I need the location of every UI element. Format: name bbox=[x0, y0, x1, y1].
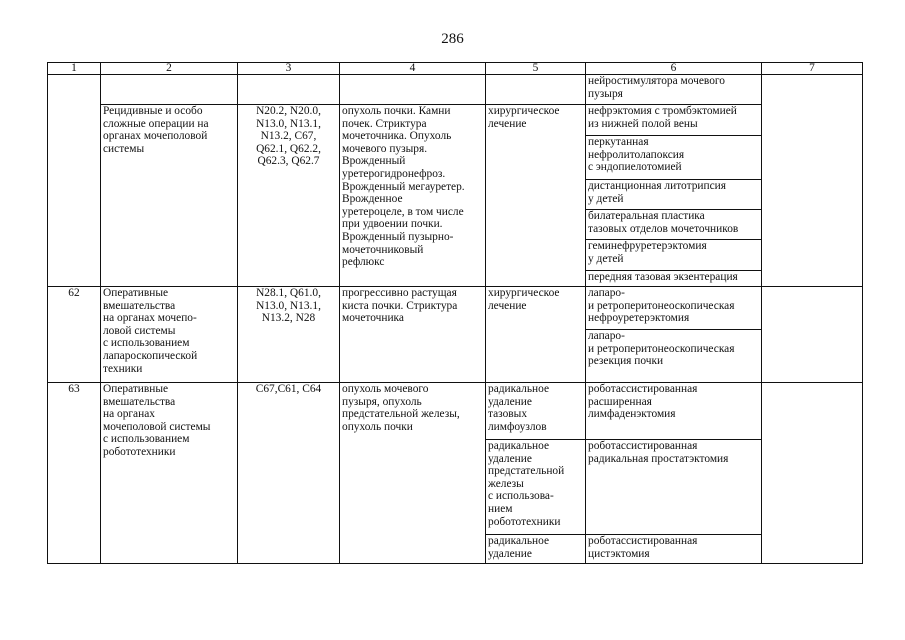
header-col-6: 6 bbox=[586, 63, 762, 75]
diagnosis: опухоль почки. Камни почек. Стриктура мочеточника. Опухоль мочевого пузыря. Врожденный уретерогидронефроз. Врожденный мегауретер. Врожденное уретероцеле, в том числе при удвоении почки. Врожденный пузырно- мочеточниковый рефлюкс bbox=[340, 105, 486, 287]
page-number: 286 bbox=[441, 31, 464, 47]
cell-empty bbox=[340, 75, 486, 105]
method: роботассистированная расширенная лимфаденэктомия bbox=[586, 383, 762, 440]
method-continuation: нейростимулятора мочевого пузыря bbox=[586, 75, 762, 105]
group-name: Оперативные вмешательства на органах мочеполовой системы с использованием робототехники bbox=[101, 383, 238, 564]
diagnosis: прогрессивно растущая киста почки. Стриктура мочеточника bbox=[340, 287, 486, 383]
header-col-3: 3 bbox=[238, 63, 340, 75]
col7-empty bbox=[762, 75, 863, 287]
continuation-row bbox=[48, 75, 863, 105]
method: роботассистированная радикальная простатэктомия bbox=[586, 440, 762, 535]
method: билатеральная пластика тазовых отделов мочеточников bbox=[586, 210, 762, 240]
method: лапаро- и ретроперитонеоскопическая нефроуретерэктомия bbox=[586, 287, 762, 330]
group-name: Рецидивные и особо сложные операции на органах мочеполовой системы bbox=[101, 105, 238, 287]
header-col-7: 7 bbox=[762, 63, 863, 75]
row-number: 62 bbox=[48, 287, 101, 383]
icd-codes: N20.2, N20.0, N13.0, N13.1, N13.2, C67, Q62.1, Q62.2, Q62.3, Q62.7 bbox=[238, 105, 340, 287]
group-name: Оперативные вмешательства на органах мочепо- ловой системы с использованием лапароскопической техники bbox=[101, 287, 238, 383]
treatment-type: хирургическое лечение bbox=[486, 105, 586, 287]
col7-empty bbox=[762, 287, 863, 383]
treatment-type: радикальное удаление предстательной железы с использова- нием робототехники bbox=[486, 440, 586, 535]
row-number: 63 bbox=[48, 383, 101, 564]
header-col-1: 1 bbox=[48, 63, 101, 75]
header-row bbox=[48, 63, 863, 75]
header-col-5: 5 bbox=[486, 63, 586, 75]
method: перкутанная нефролитолапоксия с эндопиелотомией bbox=[586, 136, 762, 180]
method: дистанционная литотрипсия у детей bbox=[586, 180, 762, 210]
method: нефрэктомия с тромбэктомией из нижней полой вены bbox=[586, 105, 762, 136]
method: лапаро- и ретроперитонеоскопическая резекция почки bbox=[586, 330, 762, 383]
icd-codes: N28.1, Q61.0, N13.0, N13.1, N13.2, N28 bbox=[238, 287, 340, 383]
method: передняя тазовая экзентерация bbox=[586, 271, 762, 287]
header-col-4: 4 bbox=[340, 63, 486, 75]
procedures-table bbox=[47, 62, 863, 564]
table-row bbox=[48, 105, 863, 136]
header-col-2: 2 bbox=[101, 63, 238, 75]
icd-codes: C67,C61, C64 bbox=[238, 383, 340, 564]
treatment-type: радикальное удаление тазовых лимфоузлов bbox=[486, 383, 586, 440]
table-row-62 bbox=[48, 287, 863, 330]
method: геминефруретерэктомия у детей bbox=[586, 240, 762, 271]
cell-empty bbox=[101, 75, 238, 105]
treatment-type: радикальное удаление bbox=[486, 535, 586, 564]
diagnosis: опухоль мочевого пузыря, опухоль предстательной железы, опухоль почки bbox=[340, 383, 486, 564]
col7-empty bbox=[762, 383, 863, 564]
cell-empty bbox=[238, 75, 340, 105]
cell-empty bbox=[486, 75, 586, 105]
treatment-type: хирургическое лечение bbox=[486, 287, 586, 383]
table-row-63 bbox=[48, 383, 863, 440]
method: роботассистированная цистэктомия bbox=[586, 535, 762, 564]
row-number-empty bbox=[48, 75, 101, 287]
